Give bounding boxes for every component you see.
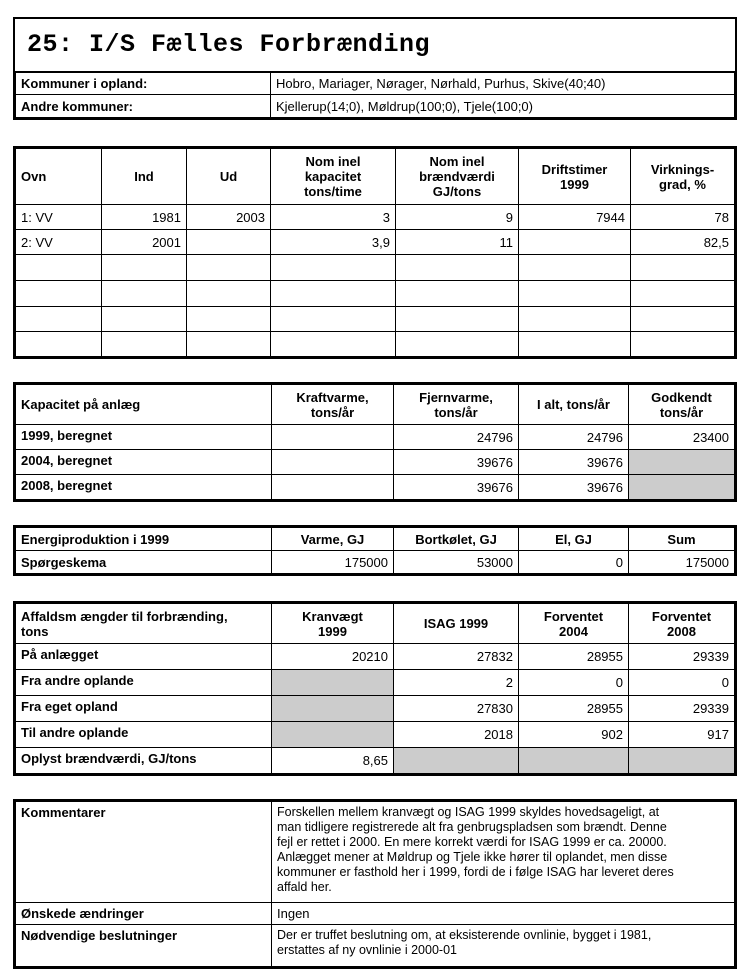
ovn-cell: [519, 307, 631, 332]
kapacitet-cell: 39676: [394, 450, 519, 475]
energi-cell: 53000: [394, 551, 519, 574]
table-row: [16, 722, 735, 748]
ovn-cell: [396, 332, 519, 357]
energi-row-label: Spørgeskema: [16, 551, 272, 574]
table-row: [16, 332, 735, 357]
affald-cell: 917: [629, 722, 735, 748]
table-row: [16, 748, 735, 774]
kommuner-label: Kommuner i opland:: [16, 73, 271, 95]
affald-cell: 2018: [394, 722, 519, 748]
affald-cell: 29339: [629, 644, 735, 670]
kapacitet-cell: [272, 450, 394, 475]
kapacitet-header-fjernvarme: Fjernvarme, tons/år: [394, 385, 519, 425]
andre-kommuner-label: Andre kommuner:: [16, 95, 271, 118]
affald-header-isag: ISAG 1999: [394, 604, 519, 644]
ovn-header-ind: Ind: [102, 149, 187, 205]
table-row: [16, 551, 735, 574]
kapacitet-table-box: [13, 382, 737, 502]
affald-row-label: Oplyst brændværdi, GJ/tons: [16, 748, 272, 774]
affald-header-forventet-2008: Forventet 2008: [629, 604, 735, 644]
energi-table: [15, 527, 735, 574]
ovn-cell: [519, 332, 631, 357]
affald-cell-shaded: [629, 748, 735, 774]
ovn-cell: 78: [631, 205, 735, 230]
affald-row-label: På anlægget: [16, 644, 272, 670]
kapacitet-header-godkendt: Godkendt tons/år: [629, 385, 735, 425]
kapacitet-cell: 39676: [519, 450, 629, 475]
kommentarer-label: Kommentarer: [16, 802, 272, 903]
table-row: [16, 230, 735, 255]
ovn-cell: [271, 281, 396, 307]
ovn-cell: [631, 332, 735, 357]
affald-cell: 27830: [394, 696, 519, 722]
info-table: [15, 72, 735, 118]
table-row: [16, 696, 735, 722]
affald-cell-shaded: [272, 722, 394, 748]
ovn-cell: [102, 307, 187, 332]
ovn-cell: [102, 255, 187, 281]
ovn-header-virkningsgrad: Virknings- grad, %: [631, 149, 735, 205]
ovn-cell: 82,5: [631, 230, 735, 255]
kapacitet-cell: 23400: [629, 425, 735, 450]
affald-cell-shaded: [519, 748, 629, 774]
affald-row-label: Fra eget opland: [16, 696, 272, 722]
kapacitet-header-label: Kapacitet på anlæg: [16, 385, 272, 425]
ovn-header-ud: Ud: [187, 149, 271, 205]
kapacitet-cell: 39676: [394, 475, 519, 500]
ovn-cell: 2003: [187, 205, 271, 230]
kapacitet-header-row: [16, 385, 735, 425]
page-title: 25: I/S Fælles Forbrænding: [15, 19, 735, 72]
table-row: [16, 307, 735, 332]
kapacitet-cell: 24796: [394, 425, 519, 450]
affald-cell: 20210: [272, 644, 394, 670]
affald-cell-shaded: [394, 748, 519, 774]
ovn-header-kapacitet: Nom inel kapacitet tons/time: [271, 149, 396, 205]
table-row: [16, 255, 735, 281]
ovn-cell: [396, 281, 519, 307]
ovn-cell: [187, 281, 271, 307]
kommuner-value: Hobro, Mariager, Nørager, Nørhald, Purhus, Skive(40;40): [271, 73, 735, 95]
onskede-row: [16, 903, 735, 925]
kapacitet-row-label: 2008, beregnet: [16, 475, 272, 500]
energi-header-bortkoelet: Bortkølet, GJ: [394, 528, 519, 551]
ovn-header-driftstimer: Driftstimer 1999: [519, 149, 631, 205]
energi-table-box: [13, 525, 737, 576]
kapacitet-cell-shaded: [629, 475, 735, 500]
affald-cell: 2: [394, 670, 519, 696]
ovn-cell: [519, 281, 631, 307]
ovn-cell: [519, 230, 631, 255]
ovn-cell: [187, 255, 271, 281]
ovn-cell: 1981: [102, 205, 187, 230]
ovn-cell: [271, 332, 396, 357]
ovn-table: [15, 148, 735, 357]
ovn-cell: 1: VV: [16, 205, 102, 230]
affald-table-box: [13, 601, 737, 776]
kapacitet-row-label: 1999, beregnet: [16, 425, 272, 450]
ovn-cell: [16, 332, 102, 357]
affald-row-label: Til andre oplande: [16, 722, 272, 748]
affald-cell: 28955: [519, 644, 629, 670]
onskede-value: Ingen: [272, 903, 735, 925]
ovn-cell: [16, 255, 102, 281]
table-row: [16, 670, 735, 696]
affald-row-label: Fra andre oplande: [16, 670, 272, 696]
ovn-header-ovn: Ovn: [16, 149, 102, 205]
energi-cell: 175000: [629, 551, 735, 574]
affald-header-label: Affaldsm ængder til forbrænding, tons: [16, 604, 272, 644]
affald-table: [15, 603, 735, 774]
ovn-cell: [102, 332, 187, 357]
affald-cell: 27832: [394, 644, 519, 670]
ovn-cell: [187, 332, 271, 357]
kommentarer-table: [15, 801, 735, 967]
affald-header-row: [16, 604, 735, 644]
energi-header-varme: Varme, GJ: [272, 528, 394, 551]
kapacitet-header-kraftvarme: Kraftvarme, tons/år: [272, 385, 394, 425]
kommentarer-text: Forskellen mellem kranvægt og ISAG 1999 skyldes hovedsageligt, at man tidligere registrerede alt fra genbrugspladsen som brændt. Denne fejl er rettet i 2000. En mere korrekt værdi for ISAG 1999 er ca. 20000. Anlægget mener at Møldrup og Tjele ikke hører til oplandet, men disse kommuner er fasthold her i 1999, fordi de i følge ISAG har leveret deres affald her.: [272, 802, 735, 903]
affald-header-forventet-2004: Forventet 2004: [519, 604, 629, 644]
kommentarer-box: [13, 799, 737, 969]
ovn-cell: [187, 230, 271, 255]
ovn-cell: [102, 281, 187, 307]
affald-cell: 0: [519, 670, 629, 696]
kommentarer-row: [16, 802, 735, 903]
table-row: [16, 281, 735, 307]
kapacitet-header-ialt: I alt, tons/år: [519, 385, 629, 425]
affald-cell-shaded: [272, 696, 394, 722]
ovn-header-row: [16, 149, 735, 205]
kapacitet-table: [15, 384, 735, 500]
ovn-cell: 7944: [519, 205, 631, 230]
ovn-cell: [519, 255, 631, 281]
affald-header-kranvaegt: Kranvægt 1999: [272, 604, 394, 644]
table-row: [16, 644, 735, 670]
affald-cell: 8,65: [272, 748, 394, 774]
ovn-cell: 9: [396, 205, 519, 230]
energi-cell: 175000: [272, 551, 394, 574]
affald-cell: 29339: [629, 696, 735, 722]
affald-cell: 28955: [519, 696, 629, 722]
affald-cell: 902: [519, 722, 629, 748]
kapacitet-cell: 39676: [519, 475, 629, 500]
ovn-cell: [631, 255, 735, 281]
ovn-cell: 2001: [102, 230, 187, 255]
ovn-cell: [396, 307, 519, 332]
header-block: [13, 17, 737, 120]
affald-cell-shaded: [272, 670, 394, 696]
ovn-cell: 3: [271, 205, 396, 230]
affald-cell: 0: [629, 670, 735, 696]
ovn-cell: [16, 307, 102, 332]
ovn-cell: [631, 307, 735, 332]
kapacitet-cell: [272, 475, 394, 500]
ovn-table-box: [13, 146, 737, 359]
energi-cell: 0: [519, 551, 629, 574]
kapacitet-cell-shaded: [629, 450, 735, 475]
kapacitet-cell: [272, 425, 394, 450]
table-row: [16, 450, 735, 475]
ovn-cell: [271, 307, 396, 332]
ovn-cell: 11: [396, 230, 519, 255]
energi-header-el: El, GJ: [519, 528, 629, 551]
table-row: [16, 425, 735, 450]
energi-header-row: [16, 528, 735, 551]
beslutninger-row: [16, 925, 735, 967]
ovn-header-braendvaerdi: Nom inel brændværdi GJ/tons: [396, 149, 519, 205]
beslutninger-text: Der er truffet beslutning om, at eksisterende ovnlinie, bygget i 1981, erstattes af ny ovnlinie i 2000-01: [272, 925, 735, 967]
ovn-cell: [631, 281, 735, 307]
ovn-cell: [187, 307, 271, 332]
energi-header-label: Energiproduktion i 1999: [16, 528, 272, 551]
kapacitet-row-label: 2004, beregnet: [16, 450, 272, 475]
ovn-cell: [16, 281, 102, 307]
ovn-cell: [271, 255, 396, 281]
onskede-label: Ønskede ændringer: [16, 903, 272, 925]
ovn-cell: [396, 255, 519, 281]
ovn-cell: 2: VV: [16, 230, 102, 255]
table-row: [16, 205, 735, 230]
kapacitet-cell: 24796: [519, 425, 629, 450]
energi-header-sum: Sum: [629, 528, 735, 551]
andre-kommuner-value: Kjellerup(14;0), Møldrup(100;0), Tjele(100;0): [271, 95, 735, 118]
ovn-cell: 3,9: [271, 230, 396, 255]
beslutninger-label: Nødvendige beslutninger: [16, 925, 272, 967]
table-row: [16, 475, 735, 500]
